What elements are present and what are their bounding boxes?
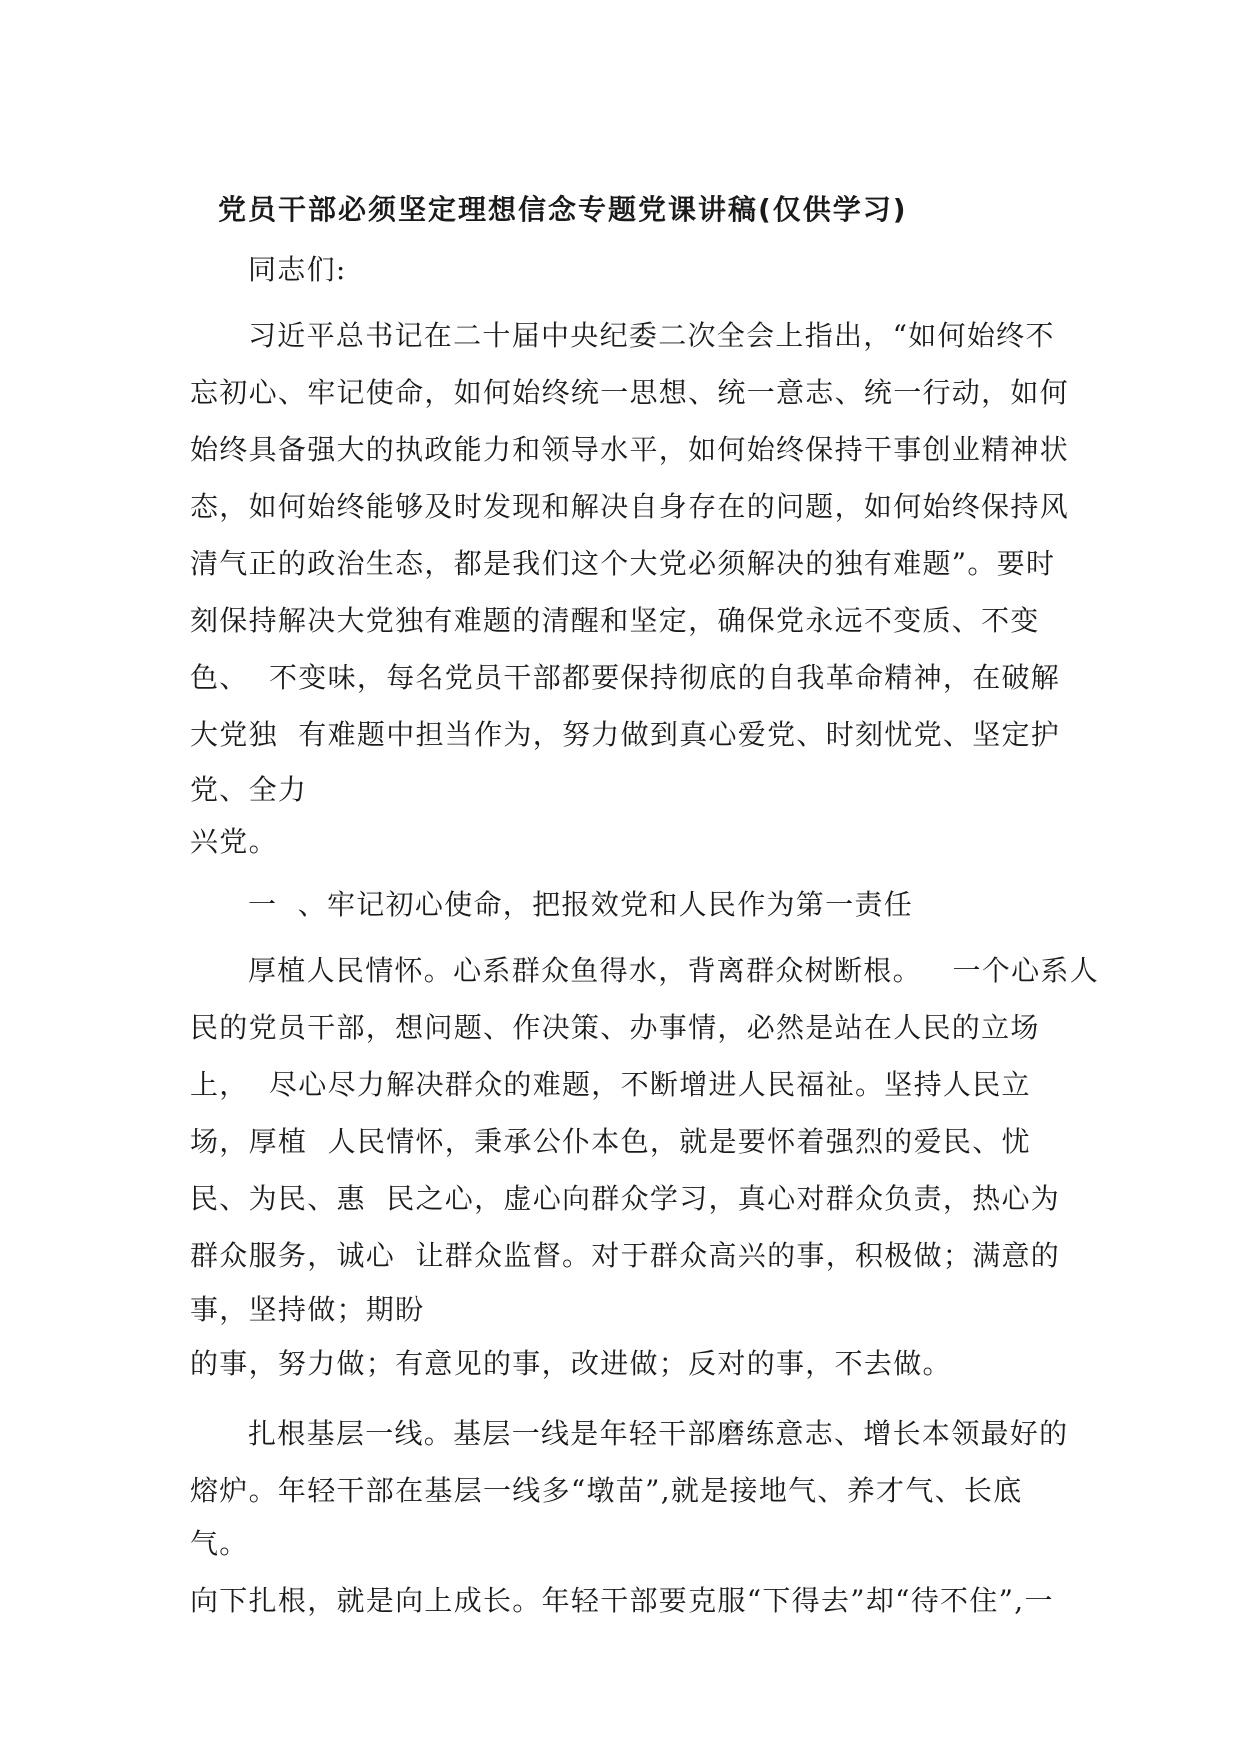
paragraph-line: 民的党员干部，想问题、作决策、办事情，必然是站在人民的立场 <box>190 1011 1040 1044</box>
paragraph-line: 事，坚持做；期盼 <box>190 1293 425 1326</box>
paragraph-line: 兴党。 <box>190 825 278 858</box>
document-title: 党员干部必须坚定理想信念专题党课讲稿(仅供学习) <box>218 193 908 226</box>
section-heading: 一 、牢记初心使命，把报效党和人民作为第一责任 <box>248 888 914 921</box>
salutation: 同志们: <box>248 253 347 286</box>
paragraph-line: 熔炉。年轻干部在基层一线多“墩苗”,就是接地气、养才气、长底 <box>190 1474 1023 1507</box>
paragraph-line: 气。 <box>190 1527 249 1560</box>
paragraph-line: 党、全力 <box>190 773 308 806</box>
paragraph-line: 扎根基层一线。基层一线是年轻干部磨练意志、增长本领最好的 <box>248 1417 1069 1450</box>
paragraph-line: 向下扎根，就是向上成长。年轻干部要克服“下得去”却“待不住”,一 <box>190 1584 1054 1617</box>
paragraph-line: 大党独 有难题中担当作为，努力做到真心爱党、时刻忧党、坚定护 <box>190 718 1061 751</box>
paragraph-line: 态，如何始终能够及时发现和解决自身存在的问题，如何始终保持风 <box>190 490 1070 523</box>
paragraph-line: 群众服务，诚心 让群众监督。对于群众高兴的事，积极做；满意的 <box>190 1239 1061 1272</box>
paragraph-line: 上， 尽心尽力解决群众的难题，不断增进人民福祉。坚持人民立 <box>190 1068 1031 1101</box>
paragraph-line: 民、为民、惠 民之心，虚心向群众学习，真心对群众负责，热心为 <box>190 1182 1061 1215</box>
paragraph-line: 的事，努力做；有意见的事，改进做；反对的事，不去做。 <box>190 1347 952 1380</box>
paragraph-line: 习近平总书记在二十届中央纪委二次全会上指出，“如何始终不 <box>248 319 1055 352</box>
paragraph-line: 色、 不变味，每名党员干部都要保持彻底的自我革命精神，在破解 <box>190 661 1061 694</box>
paragraph-line: 场，厚植 人民情怀，秉承公仆本色，就是要怀着强烈的爱民、忧 <box>190 1125 1031 1158</box>
paragraph-line: 始终具备强大的执政能力和领导水平，如何始终保持干事创业精神状 <box>190 433 1070 466</box>
paragraph-line: 刻保持解决大党独有难题的清醒和坚定，确保党永远不变质、不变 <box>190 604 1040 637</box>
paragraph-line: 厚植人民情怀。心系群众鱼得水，背离群众树断根。 一个心系人 <box>248 954 1100 987</box>
paragraph-line: 忘初心、牢记使命，如何始终统一思想、统一意志、统一行动，如何 <box>190 376 1070 409</box>
paragraph-line: 清气正的政治生态，都是我们这个大党必须解决的独有难题”。要时 <box>190 547 1056 580</box>
